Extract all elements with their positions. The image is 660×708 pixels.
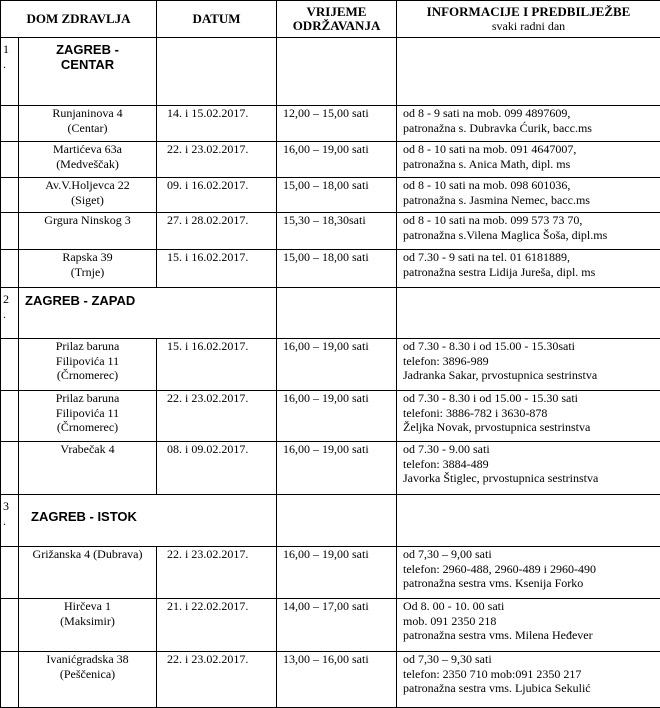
section-row bbox=[1, 288, 660, 339]
date-cell: 22. i 23.02.2017. bbox=[157, 652, 277, 708]
section-title: ZAGREB - CENTAR bbox=[19, 38, 157, 106]
date-cell: 27. i 28.02.2017. bbox=[157, 213, 277, 250]
time-cell: 12,00 – 15,00 sati bbox=[277, 106, 397, 142]
table-row bbox=[1, 339, 660, 391]
time-cell: 16,00 – 19,00 sati bbox=[277, 442, 397, 495]
section-row bbox=[1, 495, 660, 547]
time-cell: 16,00 – 19,00 sati bbox=[277, 391, 397, 442]
address-cell: Grgura Ninskog 3 bbox=[19, 213, 157, 250]
address-cell: Hirčeva 1 (Maksimir) bbox=[19, 599, 157, 652]
address-cell: Vrabečak 4 bbox=[19, 442, 157, 495]
time-cell: 15,00 – 18,00 sati bbox=[277, 250, 397, 288]
address-cell: Rapska 39 (Trnje) bbox=[19, 250, 157, 288]
info-cell: od 7.30 - 9.00 sati telefon: 3884-489 Javorka Štiglec, prvostupnica sestrinstva bbox=[397, 442, 660, 495]
table-row bbox=[1, 442, 660, 495]
date-cell: 15. i 16.02.2017. bbox=[157, 339, 277, 391]
date-cell: 15. i 16.02.2017. bbox=[157, 250, 277, 288]
info-cell: od 8 - 10 sati na mob. 091 4647007, patronažna s. Anica Math, dipl. ms bbox=[397, 142, 660, 178]
address-cell: Av.V.Holjevca 22 (Siget) bbox=[19, 178, 157, 213]
section-title: ZAGREB - ISTOK bbox=[19, 495, 277, 547]
info-cell: od 7.30 - 9 sati na tel. 01 6181889, patronažna sestra Lidija Jureša, dipl. ms bbox=[397, 250, 660, 288]
table-row bbox=[1, 142, 660, 178]
header-datum: DATUM bbox=[157, 1, 277, 38]
table-row bbox=[1, 178, 660, 213]
table-row bbox=[1, 213, 660, 250]
info-cell: od 7,30 – 9,30 sati telefon: 2350 710 mob:091 2350 217 patronažna sestra vms. Ljubica Sekulić bbox=[397, 652, 660, 708]
address-cell: Ivanićgradska 38 (Peščenica) bbox=[19, 652, 157, 708]
table-row bbox=[1, 106, 660, 142]
section-number: 1 . bbox=[1, 38, 19, 106]
section-row bbox=[1, 38, 660, 106]
table-row bbox=[1, 391, 660, 442]
date-cell: 22. i 23.02.2017. bbox=[157, 547, 277, 599]
address-cell: Prilaz baruna Filipovića 11 (Črnomerec) bbox=[19, 391, 157, 442]
table-row bbox=[1, 547, 660, 599]
info-cell: od 8 - 10 sati na mob. 098 601036, patronažna s. Jasmina Nemec, bacc.ms bbox=[397, 178, 660, 213]
info-cell: Od 8. 00 - 10. 00 sati mob. 091 2350 218 patronažna sestra vms. Milena Heđever bbox=[397, 599, 660, 652]
info-cell: od 7.30 - 8.30 i od 15.00 - 15.30sati telefon: 3896-989 Jadranka Sakar, prvostupnica sestrinstva bbox=[397, 339, 660, 391]
table-row bbox=[1, 250, 660, 288]
header-informacije: INFORMACIJE I PREDBILJEŽBE svaki radni dan bbox=[397, 1, 660, 38]
info-cell: od 8 - 9 sati na mob. 099 4897609, patronažna s. Dubravka Ćurik, bacc.ms bbox=[397, 106, 660, 142]
time-cell: 15,00 – 18,00 sati bbox=[277, 178, 397, 213]
table-row bbox=[1, 652, 660, 708]
header-vrijeme: VRIJEME ODRŽAVANJA bbox=[277, 1, 397, 38]
time-cell: 16,00 – 19,00 sati bbox=[277, 547, 397, 599]
address-cell: Grižanska 4 (Dubrava) bbox=[19, 547, 157, 599]
address-cell: Martićeva 63a (Medveščak) bbox=[19, 142, 157, 178]
date-cell: 08. i 09.02.2017. bbox=[157, 442, 277, 495]
time-cell: 13,00 – 16,00 sati bbox=[277, 652, 397, 708]
header-row bbox=[1, 1, 660, 38]
info-cell: od 7.30 - 8.30 i od 15.00 - 15.30 sati telefoni: 3886-782 i 3630-878 Željka Novak, prvostupnica sestrinstva bbox=[397, 391, 660, 442]
time-cell: 16,00 – 19,00 sati bbox=[277, 142, 397, 178]
table-row bbox=[1, 599, 660, 652]
section-number: 3 . bbox=[1, 495, 19, 547]
time-cell: 16,00 – 19,00 sati bbox=[277, 339, 397, 391]
time-cell: 15,30 – 18,30sati bbox=[277, 213, 397, 250]
header-dom-zdravlja: DOM ZDRAVLJA bbox=[1, 1, 157, 38]
section-number: 2 . bbox=[1, 288, 19, 339]
date-cell: 22. i 23.02.2017. bbox=[157, 391, 277, 442]
date-cell: 22. i 23.02.2017. bbox=[157, 142, 277, 178]
info-cell: od 8 - 10 sati na mob. 099 573 73 70, patronažna s.Vilena Maglica Šoša, dipl.ms bbox=[397, 213, 660, 250]
date-cell: 09. i 16.02.2017. bbox=[157, 178, 277, 213]
time-cell: 14,00 – 17,00 sati bbox=[277, 599, 397, 652]
info-cell: od 7,30 – 9,00 sati telefon: 2960-488, 2960-489 i 2960-490 patronažna sestra vms. Ksenija Forko bbox=[397, 547, 660, 599]
address-cell: Runjaninova 4 (Centar) bbox=[19, 106, 157, 142]
address-cell: Prilaz baruna Filipovića 11 (Črnomerec) bbox=[19, 339, 157, 391]
date-cell: 21. i 22.02.2017. bbox=[157, 599, 277, 652]
section-title: ZAGREB - ZAPAD bbox=[19, 288, 277, 339]
date-cell: 14. i 15.02.2017. bbox=[157, 106, 277, 142]
